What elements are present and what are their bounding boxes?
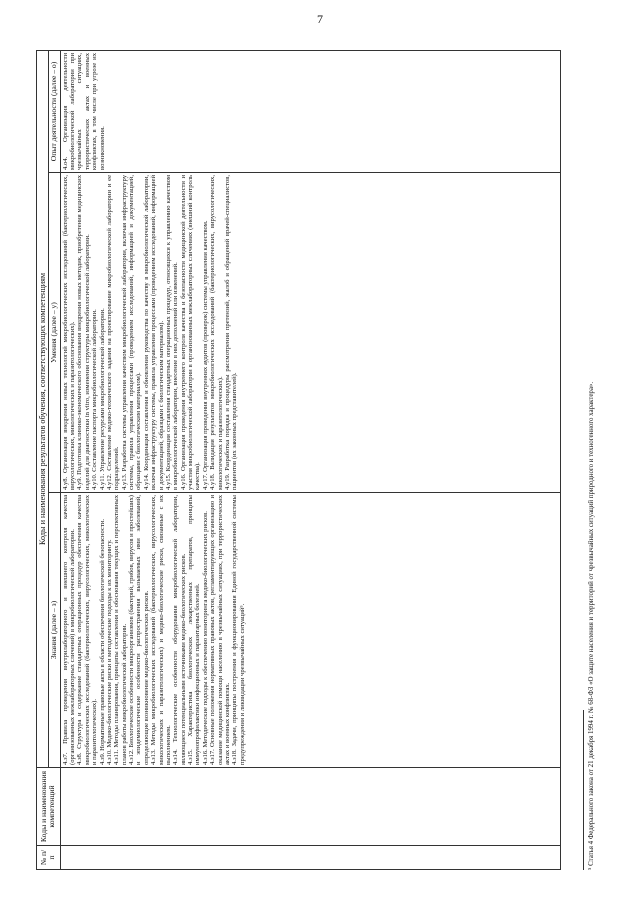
list-item: 4.з13. Методы микробиологических исследований (бактериологических, вирусологических, микологических и паразитологических) и медико-биологические риски, связанные с их выполнением. [150, 495, 172, 765]
cell-skills [60, 173, 560, 493]
cell-knowledge [60, 493, 560, 768]
list-item: 4.з11. Методы планирования, принципы составления и обоснования текущих и перспективных планов работы микробиологической лаборатории. [113, 495, 128, 765]
list-item: 4.з9. Нормативные правовые акты в области обеспечения биологической безопасности. [98, 519, 106, 765]
list-item: 4.з14. Технологические особенности оборудования микробиологической лаборатории, являющиеся потенциальными источниками медико-биологических рисков. [172, 495, 187, 765]
list-item: 4.у15. Координация составления стандартных операционных процедур, относящихся к управлению качеством в микробиологической лаборатории, внесение в них дополнений или изменений. [164, 175, 180, 490]
cell-num [60, 846, 560, 870]
header-experience: Опыт деятельности (далее – о) [49, 51, 61, 173]
list-item: 4.у17. Организация проведения внутренних аудитов (проверок) системы управления качеством. [201, 220, 209, 490]
header-codes: Коды и наименования компетенций [37, 768, 61, 846]
page-number: 7 [317, 12, 323, 26]
rotated-page [36, 50, 595, 870]
list-item: 4.у18. Валидация результатов микробиологических исследований (бактериологических, вирусологических, микологических и паразитологических). [209, 175, 224, 490]
header-results: Коды и наименования результатов обучения, соответствующих компетенциям [37, 51, 49, 768]
cell-codes [60, 768, 560, 846]
header-skills: Умения (далее – у) [49, 173, 61, 493]
list-item: 4.у13. Разработка системы управления качеством микробиологической лаборатории, включая инфраструктуру системы, правила управления процессами (проведением исследований, информацией и документацией, образцами с биологическим материалом). [120, 175, 143, 490]
list-item: 4.у11. Управление ресурсами микробиологической лаборатории. [98, 308, 106, 490]
list-item: 4.з18. Задачи, принципы построения и функционирования Единой государственной системы предупреждения и ликвидации чрезвычайных ситуаций⁵. [231, 495, 246, 765]
list-item: 4.з15. Характеристика биологических лекарственных препаратов, принципы иммунопрофилактики инфекционных и паразитарных болезней. [187, 495, 202, 765]
footnote-divider [583, 710, 584, 870]
competency-table [36, 50, 561, 870]
list-item: 4.з16. Методические подходы к обеспечению мониторинга медико-биологических рисков. [201, 511, 209, 765]
list-item: 4.з10. Медико-биологические риски и методические подходы к их мониторингу. [105, 539, 113, 765]
list-item: 4.у10. Составление паспорта микробиологической лаборатории. [91, 309, 99, 490]
list-item: 4.у19. Разработка порядка и процедуры рассмотрения претензий, жалоб и обращений врачей-специалистов, пациентов (их законных представителей). [223, 175, 239, 490]
list-item: 4.з7. Правила проведения внутрилабораторного и внешнего контроля качества (организованных межлабораторных сличений) в микробиологической лаборатории. [61, 495, 77, 765]
header-knowledge: Знания (далее – з) [49, 493, 61, 768]
list-item: 4.у12. Составление медико-технического задания на проектирование микробиологической лаборатории и ее подразделений. [105, 175, 121, 490]
list-item: 4.з17. Основные положения нормативных правовых актов, регламентирующих организацию и оказание медицинской помощи населению в чрезвычайных ситуациях, при террористических актах и военных конфликтах. [209, 495, 231, 765]
list-item: 4.у9. Подготовка клинико-экономического обоснования внедрения новых методик, приобретения медицинских изделий для диагностики in vitro, изменения структуры микробиологической лаборатории. [76, 175, 91, 490]
list-item: 4.у8. Организация внедрения новых технологий микробиологических исследований (бактериологических, вирусологических, микологических и паразитологических). [61, 175, 77, 490]
list-item: 4.у14. Координация составления и обновления руководства по качеству в микробиологической лаборатории, включая инфраструктуру системы, правила управления процессами (проведением исследований, информацией и документацией, образцами с биологическим материалом). [142, 175, 165, 490]
footnote: ⁵ Статья 4 Федерального закона от 21 декабря 1994 г. № 68-ФЗ «О защите населения и территорий от чрезвычайных ситуаций природного и техногенного характера». [588, 381, 595, 870]
list-item: 4.з8. Структура и содержание стандартных операционных процедур обеспечения качества микробиологических исследований (бактериологических, вирусологических, микологических и паразитологических). [76, 495, 99, 765]
cell-experience: 4.о4. Организация деятельности микробиологической лаборатории при чрезвычайных ситуациях, террористических актах и военных конфликтах, в том числе при угрозе их возникновения. [60, 51, 560, 173]
header-num: № п/п [37, 846, 61, 870]
list-item: 4.у16. Организация проведения внутреннего контроля качества и безопасности медицинской деятельности и участия микробиологической лаборатории в организованных межлабораторных сличениях (внешний контроль качества). [179, 175, 202, 490]
table-row [60, 51, 560, 870]
list-item: 4.з12. Биологические особенности микроорганизмов (бактерий, грибов, вирусов и простейших) и эпидемиологические особенности распространения вызываемых ими заболеваний, определяющие возникновение медико-биологических рисков. [128, 495, 150, 765]
